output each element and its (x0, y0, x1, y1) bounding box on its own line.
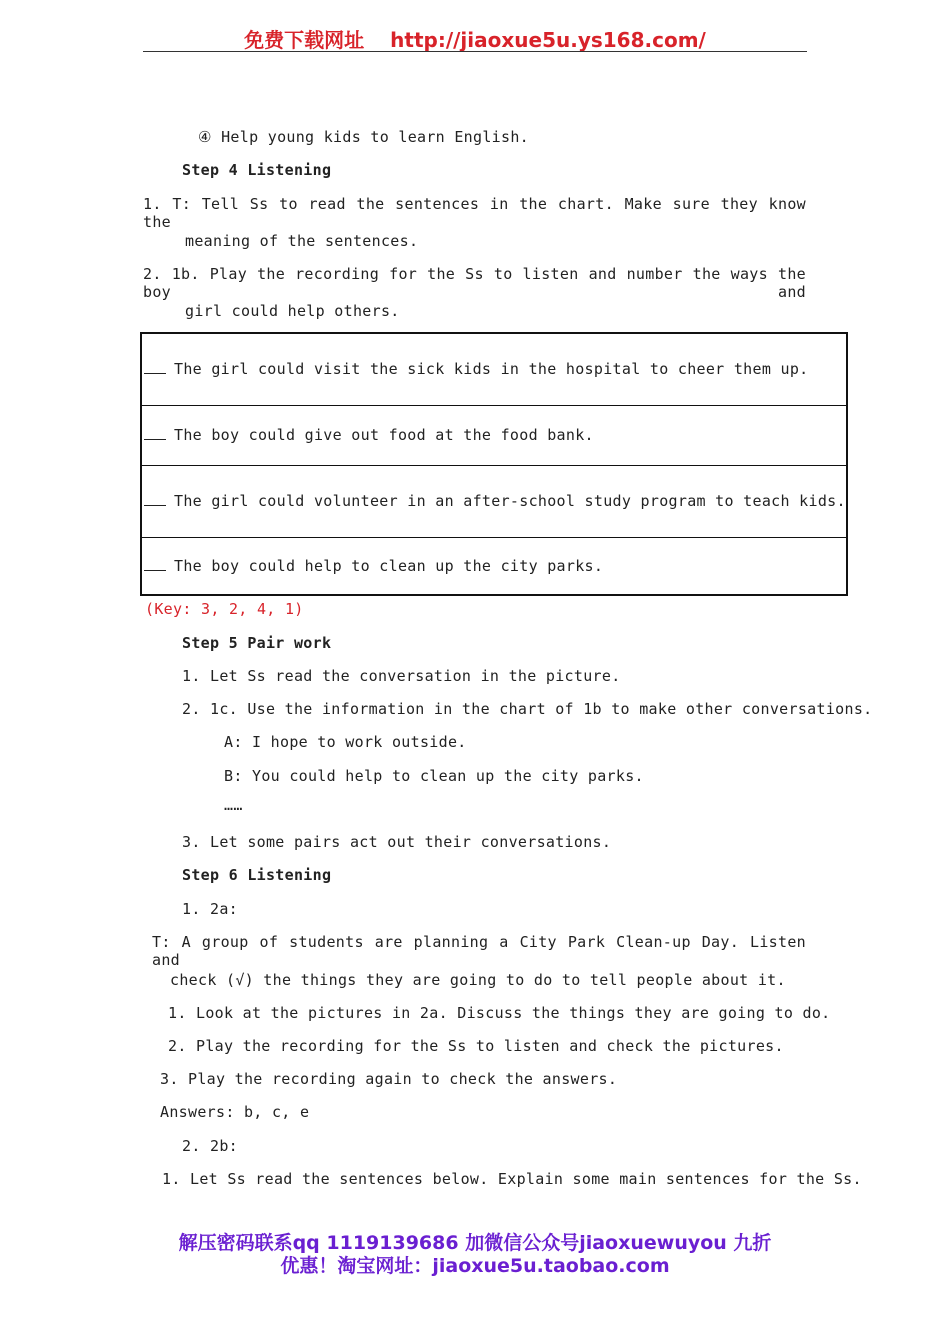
step5-ellipsis: …… (224, 796, 243, 814)
step6-teacher-line2: check (√) the things they are going to do to tell people about it. (170, 971, 786, 989)
step6-2b-item1: 1. Let Ss read the sentences below. Explain some main sentences for the Ss. (162, 1170, 862, 1188)
chart-cell (141, 333, 847, 405)
step4-heading: Step 4 Listening (182, 161, 332, 179)
step5-dialogue-b: B: You could help to clean up the city parks. (224, 767, 644, 785)
chart-row (141, 537, 847, 595)
chart-row (141, 333, 847, 405)
chart-sentence: The girl could visit the sick kids in the hospital to cheer them up. (174, 360, 809, 379)
chart-cell (141, 537, 847, 595)
answer-blank[interactable] (144, 427, 166, 440)
header-divider (143, 51, 807, 52)
footer-line1: 解压密码联系qq 1119139686 加微信公众号jiaoxuewuyou 九折 (178, 1232, 772, 1254)
chart-row (141, 465, 847, 537)
answers-line: Answers: b, c, e (160, 1103, 310, 1121)
step5-dialogue-a: A: I hope to work outside. (224, 733, 467, 751)
answer-key: (Key: 3, 2, 4, 1) (145, 600, 304, 618)
chart-sentence: The girl could volunteer in an after-school study program to teach kids. (174, 492, 846, 510)
step5-item3: 3. Let some pairs act out their conversations. (182, 833, 612, 851)
answer-blank[interactable] (144, 493, 166, 506)
chart-row (141, 405, 847, 465)
help-kids-line: ④ Help young kids to learn English. (198, 128, 529, 146)
step4-item2-line2: girl could help others. (185, 302, 400, 320)
header-url-link[interactable]: http://jiaoxue5u.ys168.com/ (390, 28, 706, 52)
step6-item1: 1. Look at the pictures in 2a. Discuss the things they are going to do. (168, 1004, 831, 1022)
answer-blank[interactable] (144, 361, 166, 374)
chart-cell (141, 405, 847, 465)
step6-heading: Step 6 Listening (182, 866, 332, 884)
step6-2b-label: 2. 2b: (182, 1137, 238, 1155)
step4-item1-line1: 1. T: Tell Ss to read the sentences in the chart. Make sure they know the (143, 195, 806, 231)
step6-teacher-line1: T: A group of students are planning a City Park Clean-up Day. Listen and (152, 933, 806, 969)
header-banner (0, 24, 950, 53)
footer-line2: 优惠！淘宝网址：jiaoxue5u.taobao.com (280, 1255, 670, 1277)
chart-sentence: The boy could give out food at the food bank. (174, 426, 594, 444)
step5-item1: 1. Let Ss read the conversation in the picture. (182, 667, 621, 685)
chart-sentence: The boy could help to clean up the city parks. (174, 556, 604, 575)
step6-2a-label: 1. 2a: (182, 900, 238, 918)
step6-item2: 2. Play the recording for the Ss to listen and check the pictures. (168, 1037, 784, 1055)
answer-blank[interactable] (144, 558, 166, 571)
step4-item1-line2: meaning of the sentences. (185, 232, 419, 250)
chart-cell (141, 465, 847, 537)
step5-heading: Step 5 Pair work (182, 634, 332, 652)
header-label: 免费下载网址 (244, 28, 365, 52)
step6-item3: 3. Play the recording again to check the answers. (160, 1070, 618, 1088)
listening-chart (140, 332, 848, 596)
step4-item2-line1: 2. 1b. Play the recording for the Ss to listen and number the ways the boy and (143, 265, 806, 301)
step5-item2: 2. 1c. Use the information in the chart of 1b to make other conversations. (182, 700, 873, 718)
